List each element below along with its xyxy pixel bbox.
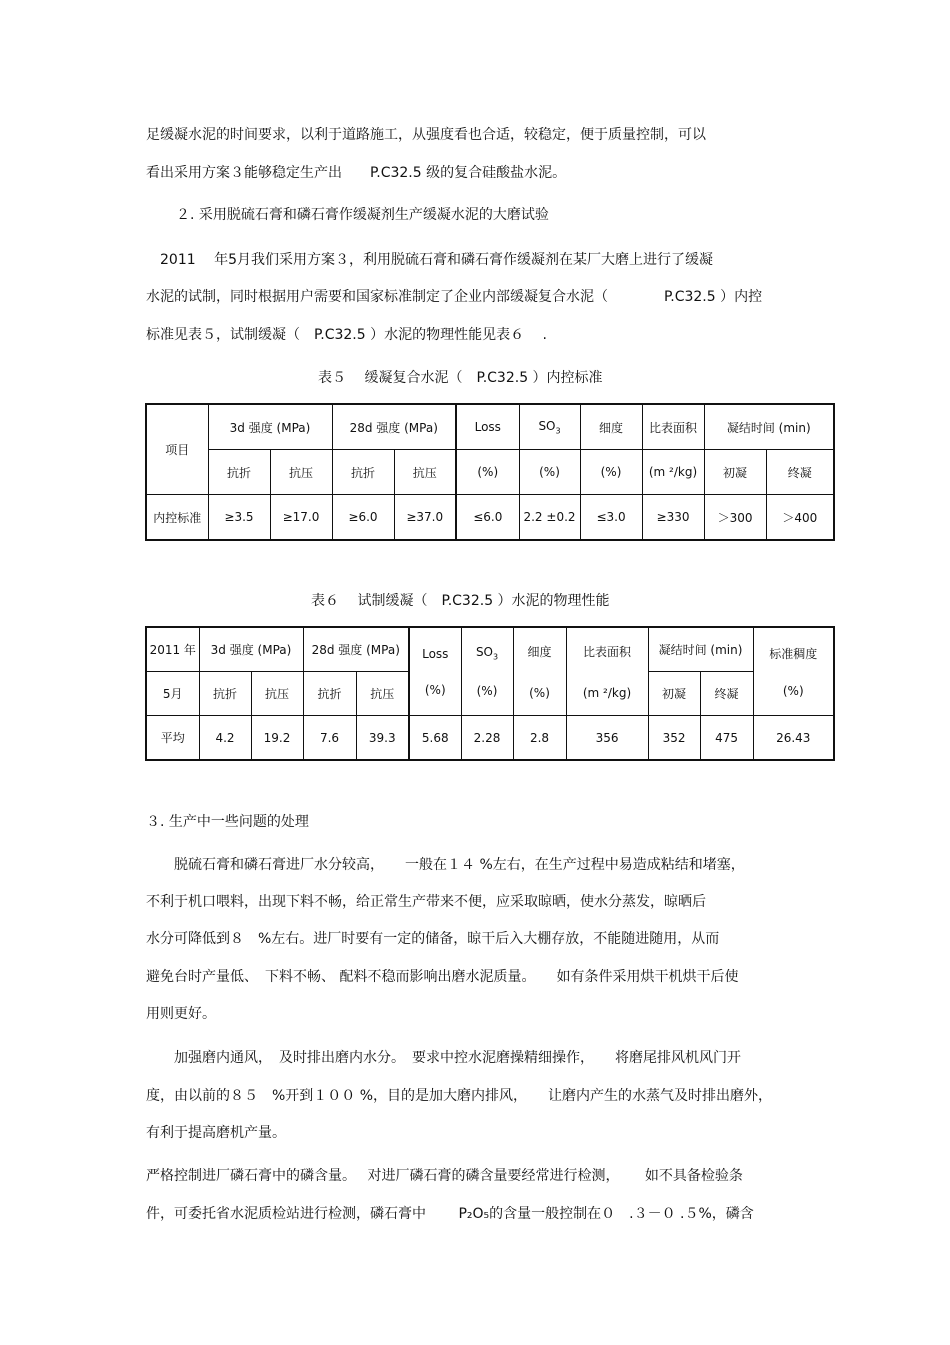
- header-fineness: 细度: [580, 404, 642, 450]
- header-flexural-28d: 抗折: [303, 672, 356, 716]
- paragraph-line: 严格控制进厂磷石膏中的磷含量。 对进厂磷石膏的磷含量要经常进行检测， 如不具备检验条: [146, 1168, 743, 1184]
- table-cell: ＞300: [704, 495, 766, 541]
- row-label: 内控标准: [146, 495, 208, 541]
- table-cell: ≥330: [642, 495, 704, 541]
- header-item: 项目: [146, 404, 208, 495]
- table-cell: 2.28: [461, 716, 513, 761]
- unit-fineness: (%): [580, 450, 642, 495]
- header-so3: $SO_3$ (%): [461, 627, 513, 716]
- table-cell: 19.2: [251, 716, 303, 761]
- table-cell: ≥17.0: [270, 495, 332, 541]
- table-cell: 2.2 ±0.2: [519, 495, 580, 541]
- paragraph-line: 看出采用方案３能够稳定生产出 P.C32.5 级的复合硅酸盐水泥。: [146, 165, 567, 181]
- header-3d-strength: 3d 强度 (MPa): [199, 627, 303, 672]
- header-initial-set: 初凝: [648, 672, 700, 716]
- table-cell: 352: [648, 716, 700, 761]
- table-cell: ≤3.0: [580, 495, 642, 541]
- header-setting-time: 凝结时间 (min): [648, 627, 753, 672]
- paragraph-line: 不利于机口喂料，出现下料不畅，给正常生产带来不便，应采取晾晒，使水分蒸发，晾晒后: [146, 894, 706, 910]
- paragraph-line: 件，可委托省水泥质检站进行检测，磷石膏中 P₂O₅的含量一般控制在０ .３－０ .５%，磷含: [146, 1206, 754, 1222]
- unit-so3: (%): [519, 450, 580, 495]
- paragraph-line: 避免台时产量低、 下料不畅、 配料不稳而影响出磨水泥质量。 如有条件采用烘干机烘干后使: [146, 969, 739, 985]
- table5-caption: 表５ 缓凝复合水泥（ P.C32.5 ）内控标准: [318, 370, 603, 386]
- header-final-set: 终凝: [766, 450, 834, 495]
- header-initial-set: 初凝: [704, 450, 766, 495]
- section-heading: ３. 生产中一些问题的处理: [146, 814, 309, 830]
- header-so3: $SO_3$: [519, 404, 580, 450]
- table-cell: 2.8: [513, 716, 566, 761]
- paragraph-line: 2011 年5月我们采用方案３，利用脱硫石膏和磷石膏作缓凝剂在某厂大磨上进行了缓凝: [160, 252, 713, 268]
- header-flexural-28d: 抗折: [332, 450, 394, 495]
- table-cell: ≥37.0: [394, 495, 456, 541]
- paragraph-line: 度，由以前的８５ %开到１００ %，目的是加大磨内排风， 让磨内产生的水蒸气及时排出磨外，: [146, 1088, 773, 1104]
- header-date-year: 2011 年: [146, 627, 199, 672]
- table-cell: ≥3.5: [208, 495, 270, 541]
- paragraph-line: 水分可降低到８ %左右。进厂时要有一定的储备，晾干后入大棚存放，不能随进随用，从而: [146, 931, 720, 947]
- paragraph-line: 标准见表５，试制缓凝（ P.C32.5 ）水泥的物理性能见表６ .: [146, 327, 548, 343]
- section-heading: ２. 采用脱硫石膏和磷石膏作缓凝剂生产缓凝水泥的大磨试验: [176, 207, 549, 223]
- header-loss: Loss: [456, 404, 519, 450]
- paragraph-line: 有利于提高磨机产量。: [146, 1125, 286, 1141]
- header-28d-strength: 28d 强度 (MPa): [303, 627, 409, 672]
- table-cell: 26.43: [753, 716, 834, 761]
- header-loss: Loss (%): [409, 627, 461, 716]
- table-cell: 5.68: [409, 716, 461, 761]
- table-cell: ≤6.0: [456, 495, 519, 541]
- table6: [145, 626, 835, 761]
- header-standard-consistency: 标准稠度 (%): [753, 627, 834, 716]
- table6-caption: 表６ 试制缓凝（ P.C32.5 ）水泥的物理性能: [311, 593, 610, 609]
- header-compressive-3d: 抗压: [251, 672, 303, 716]
- table-cell: 39.3: [356, 716, 409, 761]
- table-cell: 475: [700, 716, 753, 761]
- table-cell: ＞400: [766, 495, 834, 541]
- header-compressive-28d: 抗压: [356, 672, 409, 716]
- paragraph-line: 加强磨内通风， 及时排出磨内水分。 要求中控水泥磨操精细操作， 将磨尾排风机风门开: [146, 1050, 741, 1066]
- header-specific-area: 比表面积 (m ²/kg): [566, 627, 648, 716]
- unit-specific-area: (m ²/kg): [642, 450, 704, 495]
- header-fineness: 细度 (%): [513, 627, 566, 716]
- header-specific-area: 比表面积: [642, 404, 704, 450]
- header-compressive-3d: 抗压: [270, 450, 332, 495]
- table5: [145, 403, 835, 541]
- header-compressive-28d: 抗压: [394, 450, 456, 495]
- table-cell: ≥6.0: [332, 495, 394, 541]
- header-final-set: 终凝: [700, 672, 753, 716]
- unit-loss: (%): [456, 450, 519, 495]
- paragraph-line: 足缓凝水泥的时间要求，以利于道路施工，从强度看也合适，较稳定，便于质量控制，可以: [146, 127, 706, 143]
- header-flexural-3d: 抗折: [199, 672, 251, 716]
- paragraph-line: 水泥的试制，同时根据用户需要和国家标准制定了企业内部缓凝复合水泥（ P.C32.5 ）内控: [146, 289, 763, 305]
- paragraph-line: 用则更好。: [146, 1006, 216, 1022]
- table-cell: 4.2: [199, 716, 251, 761]
- header-flexural-3d: 抗折: [208, 450, 270, 495]
- header-date-month: 5月: [146, 672, 199, 716]
- row-label: 平均: [146, 716, 199, 761]
- table-cell: 7.6: [303, 716, 356, 761]
- header-28d-strength: 28d 强度 (MPa): [332, 404, 456, 450]
- table-cell: 356: [566, 716, 648, 761]
- header-setting-time: 凝结时间 (min): [704, 404, 834, 450]
- header-3d-strength: 3d 强度 (MPa): [208, 404, 332, 450]
- paragraph-line: 脱硫石膏和磷石膏进厂水分较高， 一般在１４ %左右，在生产过程中易造成粘结和堵塞，: [146, 857, 745, 873]
